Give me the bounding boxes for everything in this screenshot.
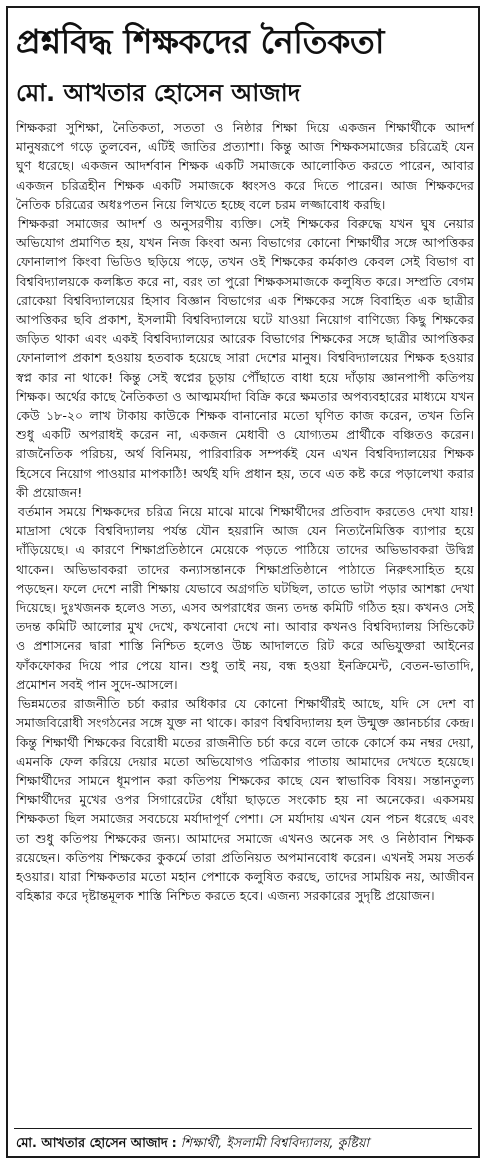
article-clipping	[6, 6, 480, 1158]
article-headline: প্রশ্নবিদ্ধ শিক্ষকদের নৈতিকতা	[16, 22, 385, 61]
article-paragraph: শিক্ষকরা সুশিক্ষা, নৈতিকতা, সততা ও নিষ্ঠার শিক্ষা দিয়ে একজন শিক্ষার্থীকে আদর্শ মানুষরূপে গড়ে তুলবেন, এটিই জাতির প্রত্যাশা। কিন্তু আজ শিক্ষকসমাজের চরিত্রেই যেন ঘুণ ধরেছে। একজন আদর্শবান শিক্ষক একটি সমাজকে আলোকিত করতে পারেন, আবার একজন চরিত্রহীন শিক্ষক একটি সমাজকে ধ্বংসও করে দিতে পারেন। আজ শিক্ষকদের নৈতিক চরিত্রের অধঃপতন নিয়ে লিখতে হচ্ছে বলে চরম লজ্জাবোধ করছি।	[16, 120, 474, 212]
article-paragraph: বর্তমান সময়ে শিক্ষকদের চরিত্র নিয়ে মাঝে মাঝে শিক্ষার্থীদের প্রতিবাদ করতেও দেখা যায়! মাদ্রাসা থেকে বিশ্ববিদ্যালয় পর্যন্ত যৌন হয়রানি আজ যেন নিত্যনৈমিত্তিক ব্যাপার হয়ে দাঁড়িয়েছে। এ কারণে শিক্ষাপ্রতিষ্ঠানে মেয়েকে পড়তে পাঠিয়ে তাদের অভিভাবকরা উদ্বিগ্ন থাকেন। অভিভাবকরা তাদের কন্যাসন্তানকে শিক্ষাপ্রতিষ্ঠানে পাঠাতে নিরুৎসাহিত হয়ে পড়ছেন। ফলে দেশে নারী শিক্ষায় যেভাবে অগ্রগতি ঘটছিল, তাতে ভাটা পড়ার আশঙ্কা দেখা দিয়েছে। দুঃখজনক হলেও সত্য, এসব অপরাধের জন্য তদন্ত কমিটি গঠিত হয়। কখনও সেই তদন্ত কমিটি আলোর মুখ দেখে, কখনোবা দেখে না। আবার কখনও বিশ্ববিদ্যালয় সিন্ডিকেট ও প্রশাসনের দ্বারা শাস্তি নিশ্চিত হলেও উচ্চ আদালতে রিট করে অভিযুক্তরা আইনের ফাঁকফোকর দিয়ে পার পেয়ে যান। শুধু তাই নয়, বন্ধ হওয়া ইনক্রিমেন্ট, বেতন-ভাতাদি, প্রমোশন সবই পান সুদে-আসলে।	[16, 504, 474, 692]
footer-divider	[14, 1128, 472, 1129]
author-footer	[16, 1134, 474, 1154]
footer-author-name: মো. আখতার হোসেন আজাদ	[16, 1136, 168, 1151]
article-paragraph: শিক্ষকরা সমাজের আদর্শ ও অনুসরণীয় ব্যক্তি। সেই শিক্ষকের বিরুদ্ধে যখন ঘুষ নেয়ার অভিযোগ প্রমাণিত হয়, যখন নিজ কিংবা অন্য বিভাগের কোনো শিক্ষার্থীর সঙ্গে আপত্তিকর ফোনালাপ কিংবা ভিডিও ছড়িয়ে পড়ে, তখন ওই শিক্ষকের কর্মকাণ্ড কেবল সেই বিভাগ বা বিশ্ববিদ্যালয়কে কলঙ্কিত করে না, বরং তা পুরো শিক্ষকসমাজকে কলুষিত করে। সম্প্রতি বেগম রোকেয়া বিশ্ববিদ্যালয়ের হিসাব বিজ্ঞান বিভাগের এক শিক্ষকের সঙ্গে বিবাহিত এক ছাত্রীর আপত্তিকর ছবি প্রকাশ, ইসলামী বিশ্ববিদ্যালয়ে ঘটে যাওয়া নিয়োগ বাণিজ্যে কিছু শিক্ষকের জড়িত থাকা এবং একই বিশ্ববিদ্যালয়ের আরেক বিভাগের শিক্ষকের সঙ্গে ছাত্রীর আপত্তিকর ফোনালাপ প্রকাশ হওয়ায় হতবাক হয়েছে সারা দেশের মানুষ। বিশ্ববিদ্যালয়ের শিক্ষক হওয়ার স্বপ্ন কার না থাকে! কিন্তু সেই স্বপ্নের চূড়ায় পৌঁছাতে বাধা হয়ে দাঁড়ায় জ্ঞানপাপী কতিপয় শিক্ষক। অর্থের কাছে নৈতিকতা ও আত্মমর্যাদা বিক্রি করে ক্ষমতার অপব্যবহারের মাধ্যমে যখন কেউ ১৮-২০ লাখ টাকায় কাউকে শিক্ষক বানানোর মতো ঘৃণিত কাজ করেন, তখন তিনি শুধু একটি অপরাধই করেন না, একজন মেধাবী ও যোগ্যতম প্রার্থীকে বঞ্চিতও করেন। রাজনৈতিক পরিচয়, অর্থ বিনিময়, পারিবারিক সম্পর্কই যেন এখন বিশ্ববিদ্যালয়ের শিক্ষক হিসেবে নিয়োগ পাওয়ার মাপকাঠি! অর্থই যদি প্রধান হয়, তবে এত কষ্ট করে পড়ালেখা করার কী প্রয়োজন!	[16, 216, 474, 500]
article-byline: মো. আখতার হোসেন আজাদ	[16, 79, 301, 107]
article-paragraph: ভিন্নমতের রাজনীতি চর্চা করার অধিকার যে কোনো শিক্ষার্থীরই আছে, যদি সে দেশ বা সমাজবিরোধী সংগঠনের সঙ্গে যুক্ত না থাকে। কারণ বিশ্ববিদ্যালয় হল উন্মুক্ত জ্ঞানচর্চার কেন্দ্র। কিন্তু শিক্ষার্থী শিক্ষকের বিরোধী মতের রাজনীতি চর্চা করে বলে তাকে কোর্সে কম নম্বর দেয়া, এমনকি ফেল করিয়ে দেয়ার মতো অভিযোগও পত্রিকার পাতায় আমাদের দেখতে হয়েছে। শিক্ষার্থীদের সামনে ধূমপান করা কতিপয় শিক্ষকের কাছে যেন স্বাভাবিক বিষয়। সন্তানতুল্য শিক্ষার্থীদের মুখের ওপর সিগারেটের ধোঁয়া ছাড়তে সংকোচ হয় না অনেকের। একসময় শিক্ষকতা ছিল সমাজের সবচেয়ে মর্যাদাপূর্ণ পেশা। সে মর্যাদায় এখন যেন পচন ধরেছে এবং তা শুধু কতিপয় শিক্ষকের জন্য। আমাদের সমাজে এখনও অনেক সৎ ও নিষ্ঠাবান শিক্ষক রয়েছেন। কতিপয় শিক্ষকের কুকর্মে তারা প্রতিনিয়ত অপমানবোধ করেন। এখনই সময় সতর্ক হওয়ার। যারা শিক্ষকতার মতো মহান পেশাকে কলুষিত করছে, তাদের সাময়িক নয়, আজীবন বহিষ্কার করে দৃষ্টান্তমূলক শাস্তি নিশ্চিত করতে হবে। এজন্য সরকারের সুদৃষ্টি প্রয়োজন।	[16, 696, 474, 904]
footer-separator: :	[171, 1136, 177, 1151]
article-body	[16, 118, 474, 1118]
footer-author-affiliation: শিক্ষার্থী, ইসলামী বিশ্ববিদ্যালয়, কুষ্টিয়া	[180, 1136, 370, 1151]
